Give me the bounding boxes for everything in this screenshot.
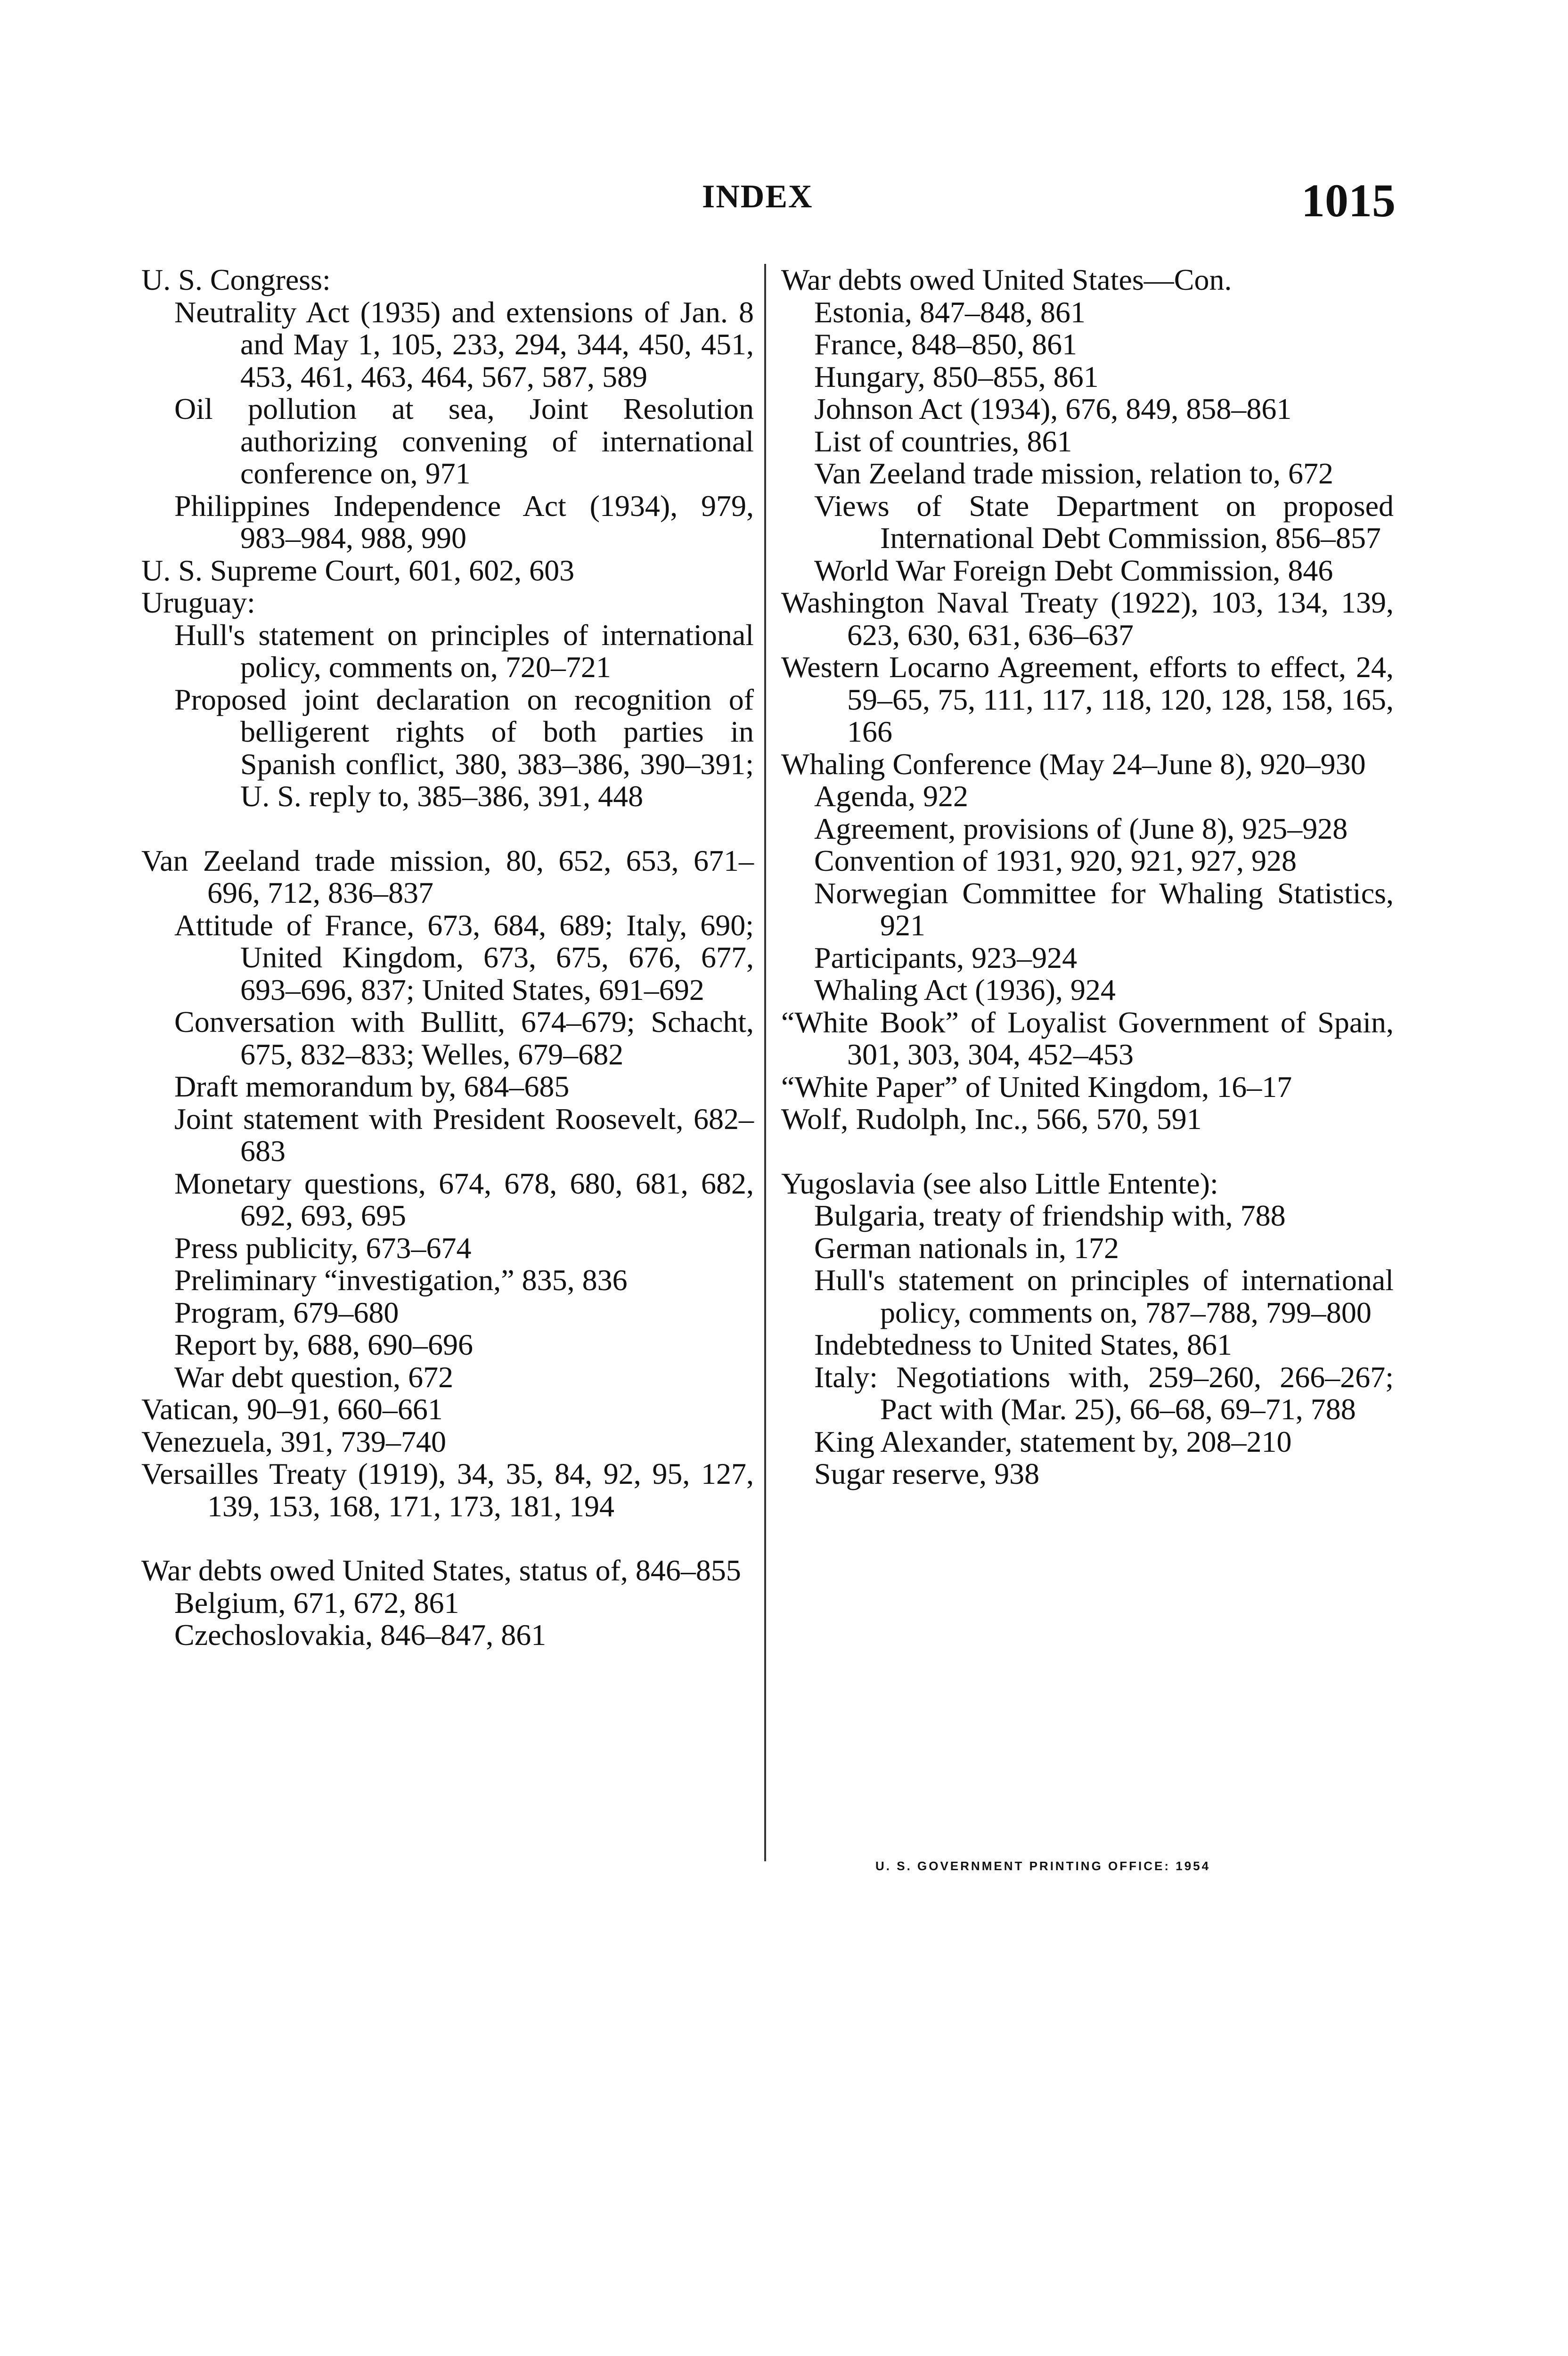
index-subentry: Report by, 688, 690–696 [174, 1328, 474, 1361]
index-column-left [141, 264, 754, 1652]
index-subentry: Italy: Negotiations with, 259–260, 266–267; Pact with (Mar. 25), 66–68, 69–71, 788 [814, 1360, 1394, 1426]
index-subentry: Estonia, 847–848, 861 [814, 295, 1086, 329]
page-header-title: INDEX [702, 179, 813, 215]
index-subentry: Hull's statement on principles of international policy, comments on, 787–788, 799–800 [814, 1263, 1394, 1329]
entry-gap [141, 1522, 754, 1554]
printer-imprint: U. S. GOVERNMENT PRINTING OFFICE: 1954 [875, 1859, 1211, 1873]
index-entry: Washington Naval Treaty (1922), 103, 134, 139, 623, 630, 631, 636–637 [781, 586, 1394, 652]
index-subentry: Program, 679–680 [174, 1295, 399, 1329]
index-entry: U. S. Congress: [141, 263, 331, 296]
index-subentry: Indebtedness to United States, 861 [814, 1328, 1232, 1361]
index-entry: Van Zeeland trade mission, 80, 652, 653, 671–696, 712, 836–837 [141, 843, 754, 909]
index-entry: Yugoslavia (see also Little Entente): [781, 1166, 1218, 1200]
index-subentry: Sugar reserve, 938 [814, 1457, 1040, 1490]
index-subentry: Johnson Act (1934), 676, 849, 858–861 [814, 392, 1292, 425]
index-entry: Whaling Conference (May 24–June 8), 920–930 [781, 747, 1366, 781]
entry-gap [141, 813, 754, 845]
index-subentry: Norwegian Committee for Whaling Statistics, 921 [814, 876, 1394, 942]
index-subentry: Oil pollution at sea, Joint Resolution authorizing convening of international conference on, 971 [174, 392, 754, 490]
index-subentry: Views of State Department on proposed International Debt Commission, 856–857 [814, 489, 1394, 555]
index-subentry: Joint statement with President Roosevelt, 682–683 [174, 1102, 754, 1168]
index-subentry: War debt question, 672 [174, 1360, 454, 1394]
index-subentry: German nationals in, 172 [814, 1231, 1119, 1265]
index-subentry: Participants, 923–924 [814, 941, 1078, 974]
index-entry: Versailles Treaty (1919), 34, 35, 84, 92, 95, 127, 139, 153, 168, 171, 173, 181, 194 [141, 1457, 754, 1523]
index-entry: Vatican, 90–91, 660–661 [141, 1392, 443, 1426]
index-entry: War debts owed United States—Con. [781, 263, 1232, 296]
index-entry: “White Book” of Loyalist Government of Spain, 301, 303, 304, 452–453 [781, 1005, 1394, 1071]
index-entry: Wolf, Rudolph, Inc., 566, 570, 591 [781, 1102, 1202, 1136]
index-subentry: Proposed joint declaration on recognition of belligerent rights of both parties in Spanish conflict, 380, 383–386, 390–391; U. S. reply to, 385–386, 391, 448 [174, 682, 754, 813]
index-subentry: Philippines Independence Act (1934), 979, 983–984, 988, 990 [174, 489, 754, 555]
index-subentry: Conversation with Bullitt, 674–679; Schacht, 675, 832–833; Welles, 679–682 [174, 1005, 754, 1071]
index-subentry: Preliminary “investigation,” 835, 836 [174, 1263, 628, 1297]
index-subentry: Bulgaria, treaty of friendship with, 788 [814, 1199, 1286, 1232]
column-divider [764, 264, 766, 1861]
index-subentry: Hungary, 850–855, 861 [814, 360, 1099, 393]
page-number: 1015 [1301, 174, 1396, 227]
index-subentry: Draft memorandum by, 684–685 [174, 1070, 570, 1103]
index-subentry: France, 848–850, 861 [814, 327, 1078, 361]
index-entry: Venezuela, 391, 739–740 [141, 1424, 446, 1458]
index-subentry: King Alexander, statement by, 208–210 [814, 1424, 1292, 1458]
index-entry: Uruguay: [141, 586, 255, 619]
index-subentry: Agenda, 922 [814, 779, 969, 813]
index-subentry: Whaling Act (1936), 924 [814, 973, 1116, 1006]
index-column-right [781, 264, 1394, 1490]
index-entry: U. S. Supreme Court, 601, 602, 603 [141, 553, 575, 587]
index-subentry: World War Foreign Debt Commission, 846 [814, 553, 1333, 587]
index-subentry: Czechoslovakia, 846–847, 861 [174, 1618, 547, 1652]
index-entry: Western Locarno Agreement, efforts to effect, 24, 59–65, 75, 111, 117, 118, 120, 128, 158, 165, 166 [781, 650, 1394, 748]
index-subentry: List of countries, 861 [814, 424, 1072, 458]
index-subentry: Convention of 1931, 920, 921, 927, 928 [814, 844, 1297, 877]
index-subentry: Belgium, 671, 672, 861 [174, 1586, 459, 1620]
index-entry: “White Paper” of United Kingdom, 16–17 [781, 1070, 1292, 1104]
entry-gap [781, 1136, 1394, 1168]
index-subentry: Monetary questions, 674, 678, 680, 681, 682, 692, 693, 695 [174, 1166, 754, 1232]
index-entry: War debts owed United States, status of, 846–855 [141, 1554, 741, 1587]
index-subentry: Agreement, provisions of (June 8), 925–928 [814, 811, 1348, 845]
index-subentry: Neutrality Act (1935) and extensions of Jan. 8 and May 1, 105, 233, 294, 344, 450, 451, 453, 461, 463, 464, 567, 587, 589 [174, 295, 754, 393]
index-subentry: Hull's statement on principles of international policy, comments on, 720–721 [174, 618, 754, 684]
index-subentry: Attitude of France, 673, 684, 689; Italy, 690; United Kingdom, 673, 675, 676, 677, 693–696, 837; United States, 691–692 [174, 908, 754, 1006]
index-subentry: Van Zeeland trade mission, relation to, 672 [814, 457, 1333, 490]
index-subentry: Press publicity, 673–674 [174, 1231, 472, 1265]
